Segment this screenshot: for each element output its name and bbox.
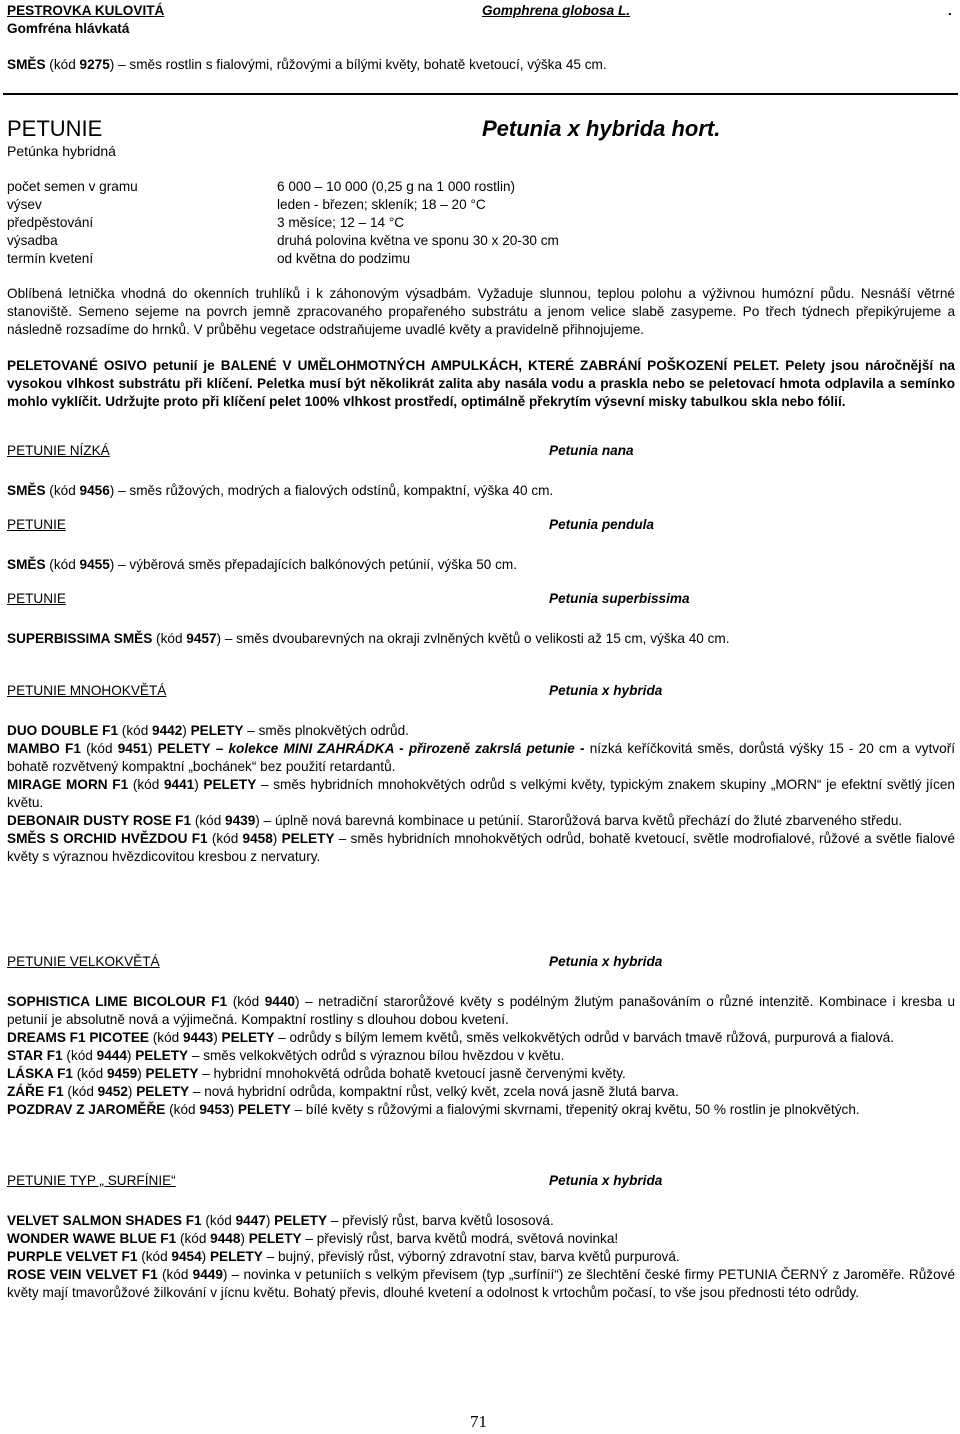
variety-code: 9444	[96, 1048, 127, 1063]
trailing-dot: .	[948, 3, 952, 18]
velkokveta-list	[7, 993, 955, 1119]
section-title-pestrovka: PESTROVKA KULOVITÁ	[7, 3, 165, 18]
code-close: )	[265, 1213, 271, 1228]
latin-pestrovka: Gomphrena globosa L.	[482, 3, 631, 18]
superbissima-latin: Petunia superbissima	[549, 591, 690, 606]
table-value: 6 000 – 10 000 (0,25 g na 1 000 rostlin)	[277, 179, 516, 194]
code-prefix: (kód	[149, 1030, 183, 1045]
code-prefix: (kód	[137, 1249, 172, 1264]
petunie-title: PETUNIE	[7, 116, 103, 141]
subtitle-pestrovka: Gomfréna hlávkatá	[7, 21, 130, 36]
variety-description: – novinka v petuniích s velkým převisem (typ „surfínií“) ze šlechtění české firmy PETUNIA ČERNÝ z Jaroměře. Růžové květy mají tmavorůžové žilkování v jícnu květu. Bohatý převis, dlouhé kvetení a odolnost k vrtochům počasí, to vše jsou přednosti této odrůdy.	[7, 1267, 956, 1300]
variety-description: – odrůdy s bílým lemem květů, směs velkokvětých odrůd v barvách tmavě růžová, purpurová a fialová.	[274, 1030, 894, 1045]
variety-description: – převislý růst, barva květů lososová.	[327, 1213, 554, 1228]
table-label: termín kvetení	[7, 251, 94, 266]
variety-format: PELETY	[186, 723, 244, 738]
code-prefix: (kód	[63, 1084, 98, 1099]
variety-name: DEBONAIR DUSTY ROSE F1	[7, 813, 192, 828]
variety-entry	[7, 776, 955, 812]
variety-entry	[7, 1101, 955, 1119]
variety-code: 9447	[235, 1213, 266, 1228]
surfinie-latin: Petunia x hybrida	[549, 1173, 663, 1188]
variety-format: PELETY	[217, 1030, 275, 1045]
variety-code: 9440	[264, 994, 295, 1009]
variety-format: PELETY	[277, 831, 335, 846]
variety-description: – směs plnokvětých odrůd.	[243, 723, 409, 738]
code-close: )	[222, 1267, 228, 1282]
mnohokveta-title: PETUNIE MNOHOKVĚTÁ	[7, 683, 167, 698]
variety-code: 9451	[117, 741, 148, 756]
mix-pestrovka	[7, 56, 955, 74]
variety-format: PELETY	[270, 1213, 328, 1228]
superbissima-code: 9457	[186, 631, 217, 646]
code-close: )	[240, 1231, 245, 1246]
variety-description: – netradiční starorůžové květy s podélným žlutým panašováním o různé intenzitě. Kombinace i kresba u petunií je absolutně nová a výjimečná. Kompaktní rostliny s dlouhou dobou kvetení.	[7, 994, 956, 1027]
table-row	[7, 250, 955, 268]
velkokveta-title: PETUNIE VELKOKVĚTÁ	[7, 954, 160, 969]
code-prefix: (kód	[227, 994, 265, 1009]
variety-entry	[7, 812, 955, 830]
variety-name: MIRAGE MORN F1	[7, 777, 129, 792]
code-close: )	[272, 831, 278, 846]
table-label: výsev	[7, 197, 42, 212]
mnohokveta-latin: Petunia x hybrida	[549, 683, 663, 698]
variety-name: LÁSKA F1	[7, 1066, 73, 1081]
code-close: )	[201, 1249, 207, 1264]
pendula-latin: Petunia pendula	[549, 517, 654, 532]
table-value: od května do podzimu	[277, 251, 411, 266]
variety-name: MAMBO F1	[7, 741, 81, 756]
table-row	[7, 196, 955, 214]
variety-name: DREAMS F1 PICOTEE	[7, 1030, 149, 1045]
superbissima-name: SUPERBISSIMA SMĚS	[7, 631, 153, 646]
table-label: předpěstování	[7, 215, 94, 230]
variety-description: – bílé květy s růžovými a fialovými skvrnami, třepenitý okraj květu, 50 % rostlin je plnokvětých.	[290, 1102, 860, 1117]
surfinie-list	[7, 1212, 955, 1302]
variety-entry	[7, 1230, 955, 1248]
variety-description: – úplně nová barevná kombinace u petúnií. Starorůžová barva květů přechází do žluté zbarveného středu.	[259, 813, 903, 828]
mix-code-prefix: (kód	[45, 57, 80, 72]
variety-format: PELETY	[244, 1231, 302, 1246]
variety-entry	[7, 740, 955, 776]
code-prefix: (kód	[207, 831, 243, 846]
variety-name: ROSE VEIN VELVET F1	[7, 1267, 158, 1282]
variety-entry	[7, 1083, 955, 1101]
variety-entry	[7, 1212, 955, 1230]
page-number: 71	[470, 1412, 487, 1431]
mix-text: ) – směs rostlin s fialovými, růžovými a bílými květy, bohatě kvetoucí, výška 45 cm.	[109, 57, 607, 72]
code-prefix: (kód	[118, 723, 153, 738]
variety-name: SOPHISTICA LIME BICOLOUR F1	[7, 994, 228, 1009]
variety-description: – směs velkokvětých odrůd s výraznou bílou hvězdou v květu.	[188, 1048, 565, 1063]
surfinie-title: PETUNIE TYP „ SURFÍNIE“	[7, 1173, 176, 1188]
petunie-latin: Petunia x hybrida hort.	[482, 116, 721, 141]
superbissima-mix: SUPERBISSIMA SMĚS (kód 9457) – směs dvoubarevných na okraji zvlněných květů o velikosti až 15 cm, výška 40 cm.	[7, 631, 730, 646]
variety-format: PELETY	[234, 1102, 291, 1117]
variety-name: VELVET SALMON SHADES F1	[7, 1213, 202, 1228]
nizka-mix: SMĚS (kód 9456) – směs růžových, modrých a fialových odstínů, kompaktní, výška 40 cm.	[7, 483, 554, 498]
code-prefix: (kód	[128, 777, 164, 792]
petunie-peleted-note: PELETOVANÉ OSIVO petunií je BALENÉ V UMĚLOHMOTNÝCH AMPULKÁCH, KTERÉ ZABRÁNÍ POŠKOZENÍ PELET. Pelety jsou náročnější na vysokou vlhkost substrátu při klíčení. Peletka musí být několikrát zalita aby nasála vodu a praskla nebo se peletovací hmota odplavila a semínko mohlo vyklíčit. Udržujte proto při klíčení pelet 100% vlhkost prostředí, optimálně překrytím výsevní misky tabulkou skla nebo fólií.	[7, 358, 955, 409]
code-close: )	[255, 813, 260, 828]
variety-code: 9452	[97, 1084, 128, 1099]
variety-code: 9459	[106, 1066, 138, 1081]
variety-entry	[7, 1029, 955, 1047]
superbissima-text: ) – směs dvoubarevných na okraji zvlněných květů o velikosti až 15 cm, výška 40 cm.	[216, 631, 730, 646]
variety-entry	[7, 722, 955, 740]
divider-rule	[3, 93, 958, 95]
variety-description: – převislý růst, barva květů modrá, světová novinka!	[301, 1231, 619, 1246]
table-row	[7, 232, 955, 250]
petunie-subtitle: Petúnka hybridná	[7, 143, 116, 159]
petunie-intro: Oblíbená letnička vhodná do okenních truhlíků i k záhonovým výsadbám. Vyžaduje slunnou, teplou polohu a výživnou humózní půdu. Nesnáší větrné stanoviště. Semeno sejeme na povrch jemně zpracovaného propařeného substrátu a jenom velice slabě zasypeme. Po třech týdnech přepikýrujeme a následně rozsadíme do hrnků. V průběhu vegetace odstraňujeme uvadlé květy a pravidelně přihnojujeme.	[7, 286, 955, 337]
variety-code: 9453	[199, 1102, 230, 1117]
pendula-text: ) – výběrová směs přepadajících balkónových petúnií, výška 50 cm.	[109, 557, 518, 572]
variety-code: 9454	[171, 1249, 202, 1264]
pendula-title: PETUNIE	[7, 517, 66, 532]
variety-code: 9442	[152, 723, 183, 738]
pendula-name: SMĚS	[7, 557, 46, 572]
superbissima-title: PETUNIE	[7, 591, 66, 606]
code-prefix: (kód	[165, 1102, 200, 1117]
variety-name: POZDRAV Z JAROMĚŘE	[7, 1102, 166, 1117]
variety-description: – nová hybridní odrůda, kompaktní růst, velký květ, zcela nová jasně žlutá barva.	[189, 1084, 679, 1099]
pendula-mix: SMĚS (kód 9455) – výběrová směs přepadajících balkónových petúnií, výška 50 cm.	[7, 557, 518, 572]
table-label: výsadba	[7, 233, 58, 248]
table-row	[7, 214, 955, 232]
variety-format: PELETY	[206, 1249, 263, 1264]
variety-format: PELETY	[132, 1084, 190, 1099]
variety-format: PELETY	[198, 777, 257, 792]
nizka-code: 9456	[79, 483, 110, 498]
variety-format: PELETY	[141, 1066, 199, 1081]
table-value: druhá polovina května ve sponu 30 x 20-30 cm	[277, 233, 559, 248]
variety-entry	[7, 993, 955, 1029]
variety-name: DUO DOUBLE F1	[7, 723, 119, 738]
variety-description: – bujný, převislý růst, výborný zdravotní stav, barva květů purpurová.	[262, 1249, 680, 1264]
table-row	[7, 178, 955, 196]
variety-name: WONDER WAWE BLUE F1	[7, 1231, 177, 1246]
code-prefix: (kód	[176, 1231, 211, 1246]
code-close: )	[182, 723, 187, 738]
nizka-name: SMĚS	[7, 483, 46, 498]
variety-entry	[7, 1266, 955, 1302]
variety-description: – směs hybridních mnohokvětých odrůd s velkými květy, typickým znakem skupiny „MORN“ je efektní světlý jícen květu.	[7, 777, 955, 810]
variety-code: 9443	[183, 1030, 214, 1045]
code-close: )	[127, 1084, 133, 1099]
table-value: 3 měsíce; 12 – 14 °C	[277, 215, 405, 230]
code-close: )	[213, 1030, 218, 1045]
code-prefix: (kód	[72, 1066, 107, 1081]
code-prefix: (kód	[191, 813, 226, 828]
nizka-text: ) – směs růžových, modrých a fialových odstínů, kompaktní, výška 40 cm.	[109, 483, 554, 498]
variety-code: 9458	[242, 831, 273, 846]
variety-code: 9449	[192, 1267, 223, 1282]
table-label: počet semen v gramu	[7, 179, 138, 194]
code-close: )	[126, 1048, 132, 1063]
variety-code: 9439	[225, 813, 256, 828]
code-close: )	[229, 1102, 235, 1117]
variety-name: ZÁŘE F1	[7, 1084, 64, 1099]
code-close: )	[294, 994, 300, 1009]
code-prefix: (kód	[157, 1267, 193, 1282]
code-prefix: (kód	[80, 741, 118, 756]
variety-highlight: – kolekce MINI ZAHRÁDKA - přirozeně zakrslá petunie -	[210, 741, 585, 756]
variety-name: SMĚS S ORCHID HVĚZDOU F1	[7, 831, 208, 846]
code-close: )	[137, 1066, 142, 1081]
mnohokveta-list	[7, 722, 955, 866]
nizka-title: PETUNIE NÍZKÁ	[7, 443, 110, 458]
variety-description: – směs hybridních mnohokvětých odrůd, bohatě kvetoucí, světle modrofialové, růžové a světle fialové květy s výraznou hvězdicovitou kresbou z nervatury.	[7, 831, 955, 864]
code-close: )	[147, 741, 153, 756]
variety-code: 9448	[210, 1231, 241, 1246]
variety-name: STAR F1	[7, 1048, 63, 1063]
variety-entry	[7, 1047, 955, 1065]
pendula-code: 9455	[79, 557, 110, 572]
mix-label: SMĚS	[7, 57, 46, 72]
variety-description: nízká keříčkovitá směs, dorůstá výšky 15 - 20 cm a vytvoří bohatě rozvětvený kompaktní „bochánek“ bez použití retardantů.	[7, 741, 956, 774]
variety-format: PELETY	[152, 741, 211, 756]
nizka-latin: Petunia nana	[549, 443, 634, 458]
variety-code: 9441	[163, 777, 195, 792]
code-prefix: (kód	[62, 1048, 97, 1063]
variety-entry	[7, 1065, 955, 1083]
table-value: leden - březen; skleník; 18 – 20 °C	[277, 197, 486, 212]
velkokveta-latin: Petunia x hybrida	[549, 954, 663, 969]
code-prefix: (kód	[201, 1213, 236, 1228]
variety-name: PURPLE VELVET F1	[7, 1249, 138, 1264]
variety-entry	[7, 830, 955, 866]
code-close: )	[194, 777, 199, 792]
variety-description: – hybridní mnohokvětá odrůda bohatě kvetoucí jasně červenými květy.	[198, 1066, 626, 1081]
variety-format: PELETY	[131, 1048, 189, 1063]
variety-entry	[7, 1248, 955, 1266]
mix-code: 9275	[79, 57, 110, 72]
